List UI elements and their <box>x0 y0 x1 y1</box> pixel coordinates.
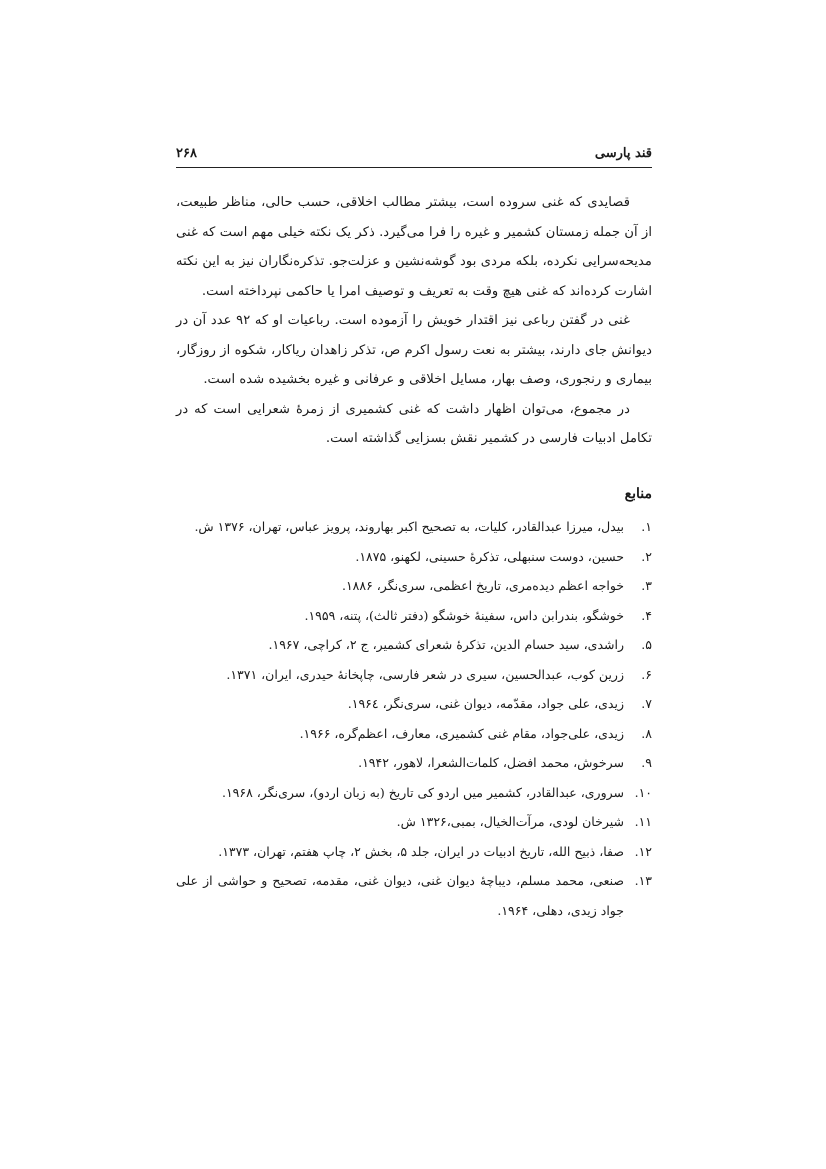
reference-text: صفا، ذبیح الله، تاریخ ادبیات در ایران، جلد ۵، بخش ۲، چاپ هفتم، تهران، ۱۳۷۳. <box>218 843 624 859</box>
reference-text: خواجه اعظم دیده‌مری، تاریخ اعظمی، سری‌نگر، ۱۸۸۶. <box>341 578 624 593</box>
reference-text: زیدی، علی جواد، مقدّمه، دیوان غنی، سری‌نگر، ۱۹۶٤. <box>347 696 624 711</box>
reference-item <box>176 660 652 690</box>
reference-item <box>176 778 652 808</box>
reference-number: ۱۳. <box>634 873 652 888</box>
reference-item <box>176 807 652 837</box>
reference-number: ۱. <box>641 519 652 534</box>
page-header <box>176 143 652 168</box>
reference-text: سروری، عبدالقادر، کشمیر میں اردو کی تاریخ (به زبان اردو)، سری‌نگر، ۱۹۶۸. <box>221 784 624 800</box>
reference-number: ۹. <box>641 755 652 770</box>
reference-item <box>176 689 652 719</box>
reference-number: ۱۰. <box>634 784 652 800</box>
reference-text: حسین، دوست سنبهلی، تذکرهٔ حسینی، لکهنو، ۱۸۷۵. <box>355 548 624 564</box>
reference-item <box>176 571 652 601</box>
reference-text: زرین کوب، عبدالحسین، سیری در شعر فارسی، چاپخانهٔ حیدری، ایران، ۱۳۷۱. <box>226 666 624 682</box>
page-number: ۲۶۸ <box>176 146 197 161</box>
journal-title: قند پارسی <box>594 146 652 161</box>
reference-text: راشدی، سید حسام الدین، تذکرهٔ شعرای کشمیر، ج ۲، کراچی، ۱۹۶۷. <box>268 637 624 652</box>
reference-number: ۵. <box>641 637 652 652</box>
reference-text: صنعی، محمد مسلم، دیباچهٔ دیوان غنی، دیوان غنی، مقدمه، تصحیح و حواشی از علی جواد زیدی، دهلی، ۱۹۶۴. <box>176 873 624 918</box>
paragraph: در مجموع، می‌توان اظهار داشت که غنی کشمیری از زمرهٔ شعرایی است که در تکامل ادبیات فارسی در کشمیر نقش بسزایی گذاشته است. <box>176 401 652 446</box>
reference-item <box>176 512 652 542</box>
reference-item <box>176 601 652 631</box>
reference-item <box>176 542 652 572</box>
references-list <box>176 512 652 925</box>
reference-number: ۶. <box>641 666 652 682</box>
paragraph: قصایدی که غنی سروده است، بیشتر مطالب اخلاقی، حسب حالی، مناظر طبیعت، از آن جمله زمستان کشمیر و غیره را فرا می‌گیرد. ذکر یک نکته خیلی مهم است که غنی مدیحه‌سرایی نکرده، بلکه مردی بود گوشه‌نشین و عزلت‌جو. تذکره‌نگاران نیز به این نکته اشارت کرده‌اند که غنی هیچ وقت به تعریف و توصیف امرا یا حاکمی نپرداخته است. <box>176 195 652 299</box>
reference-item <box>176 630 652 660</box>
reference-number: ۲. <box>641 548 652 564</box>
reference-text: خوشگو، بندرابن داس، سفینهٔ خوشگو (دفتر ثالث)، پتنه، ۱۹۵۹. <box>304 607 624 623</box>
reference-item <box>176 748 652 778</box>
references-heading: منابع <box>624 486 652 502</box>
reference-text: سرخوش، محمد افضل، کلمات‌الشعرا، لاهور، ۱۹۴۲. <box>358 755 624 770</box>
reference-item <box>176 866 652 925</box>
reference-item <box>176 719 652 749</box>
reference-text: زیدی، علی‌جواد، مقام غنی کشمیری، معارف، اعظم‌گره، ۱۹۶۶. <box>299 725 624 741</box>
paragraph: غنی در گفتن رباعی نیز اقتدار خویش را آزموده است. رباعیات او که ۹۲ عدد آن در دیوانش جای دارند، بیشتر به نعت رسول اکرم ص، تذکر زاهدان ریاکار، شکوه از روزگار، بیماری و رنجوری، وصف بهار، مسایل اخلاقی و عرفانی و غیره بخشیده شده است. <box>176 313 652 387</box>
reference-text: شیرخان لودی، مرآت‌الخیال، بمبی،۱۳۲۶ ش. <box>396 814 624 829</box>
reference-number: ۳. <box>641 578 652 593</box>
reference-number: ۴. <box>641 607 652 623</box>
reference-number: ۱۲. <box>634 843 652 859</box>
reference-text: بیدل، میرزا عبدالقادر، کلیات، به تصحیح اکبر بهاروند، پرویز عباس، تهران، ۱۳۷۶ ش. <box>194 519 624 534</box>
reference-item <box>176 837 652 867</box>
reference-number: ۷. <box>641 696 652 711</box>
reference-number: ۱۱. <box>634 814 652 829</box>
body-text <box>176 188 652 454</box>
reference-number: ۸. <box>641 725 652 741</box>
